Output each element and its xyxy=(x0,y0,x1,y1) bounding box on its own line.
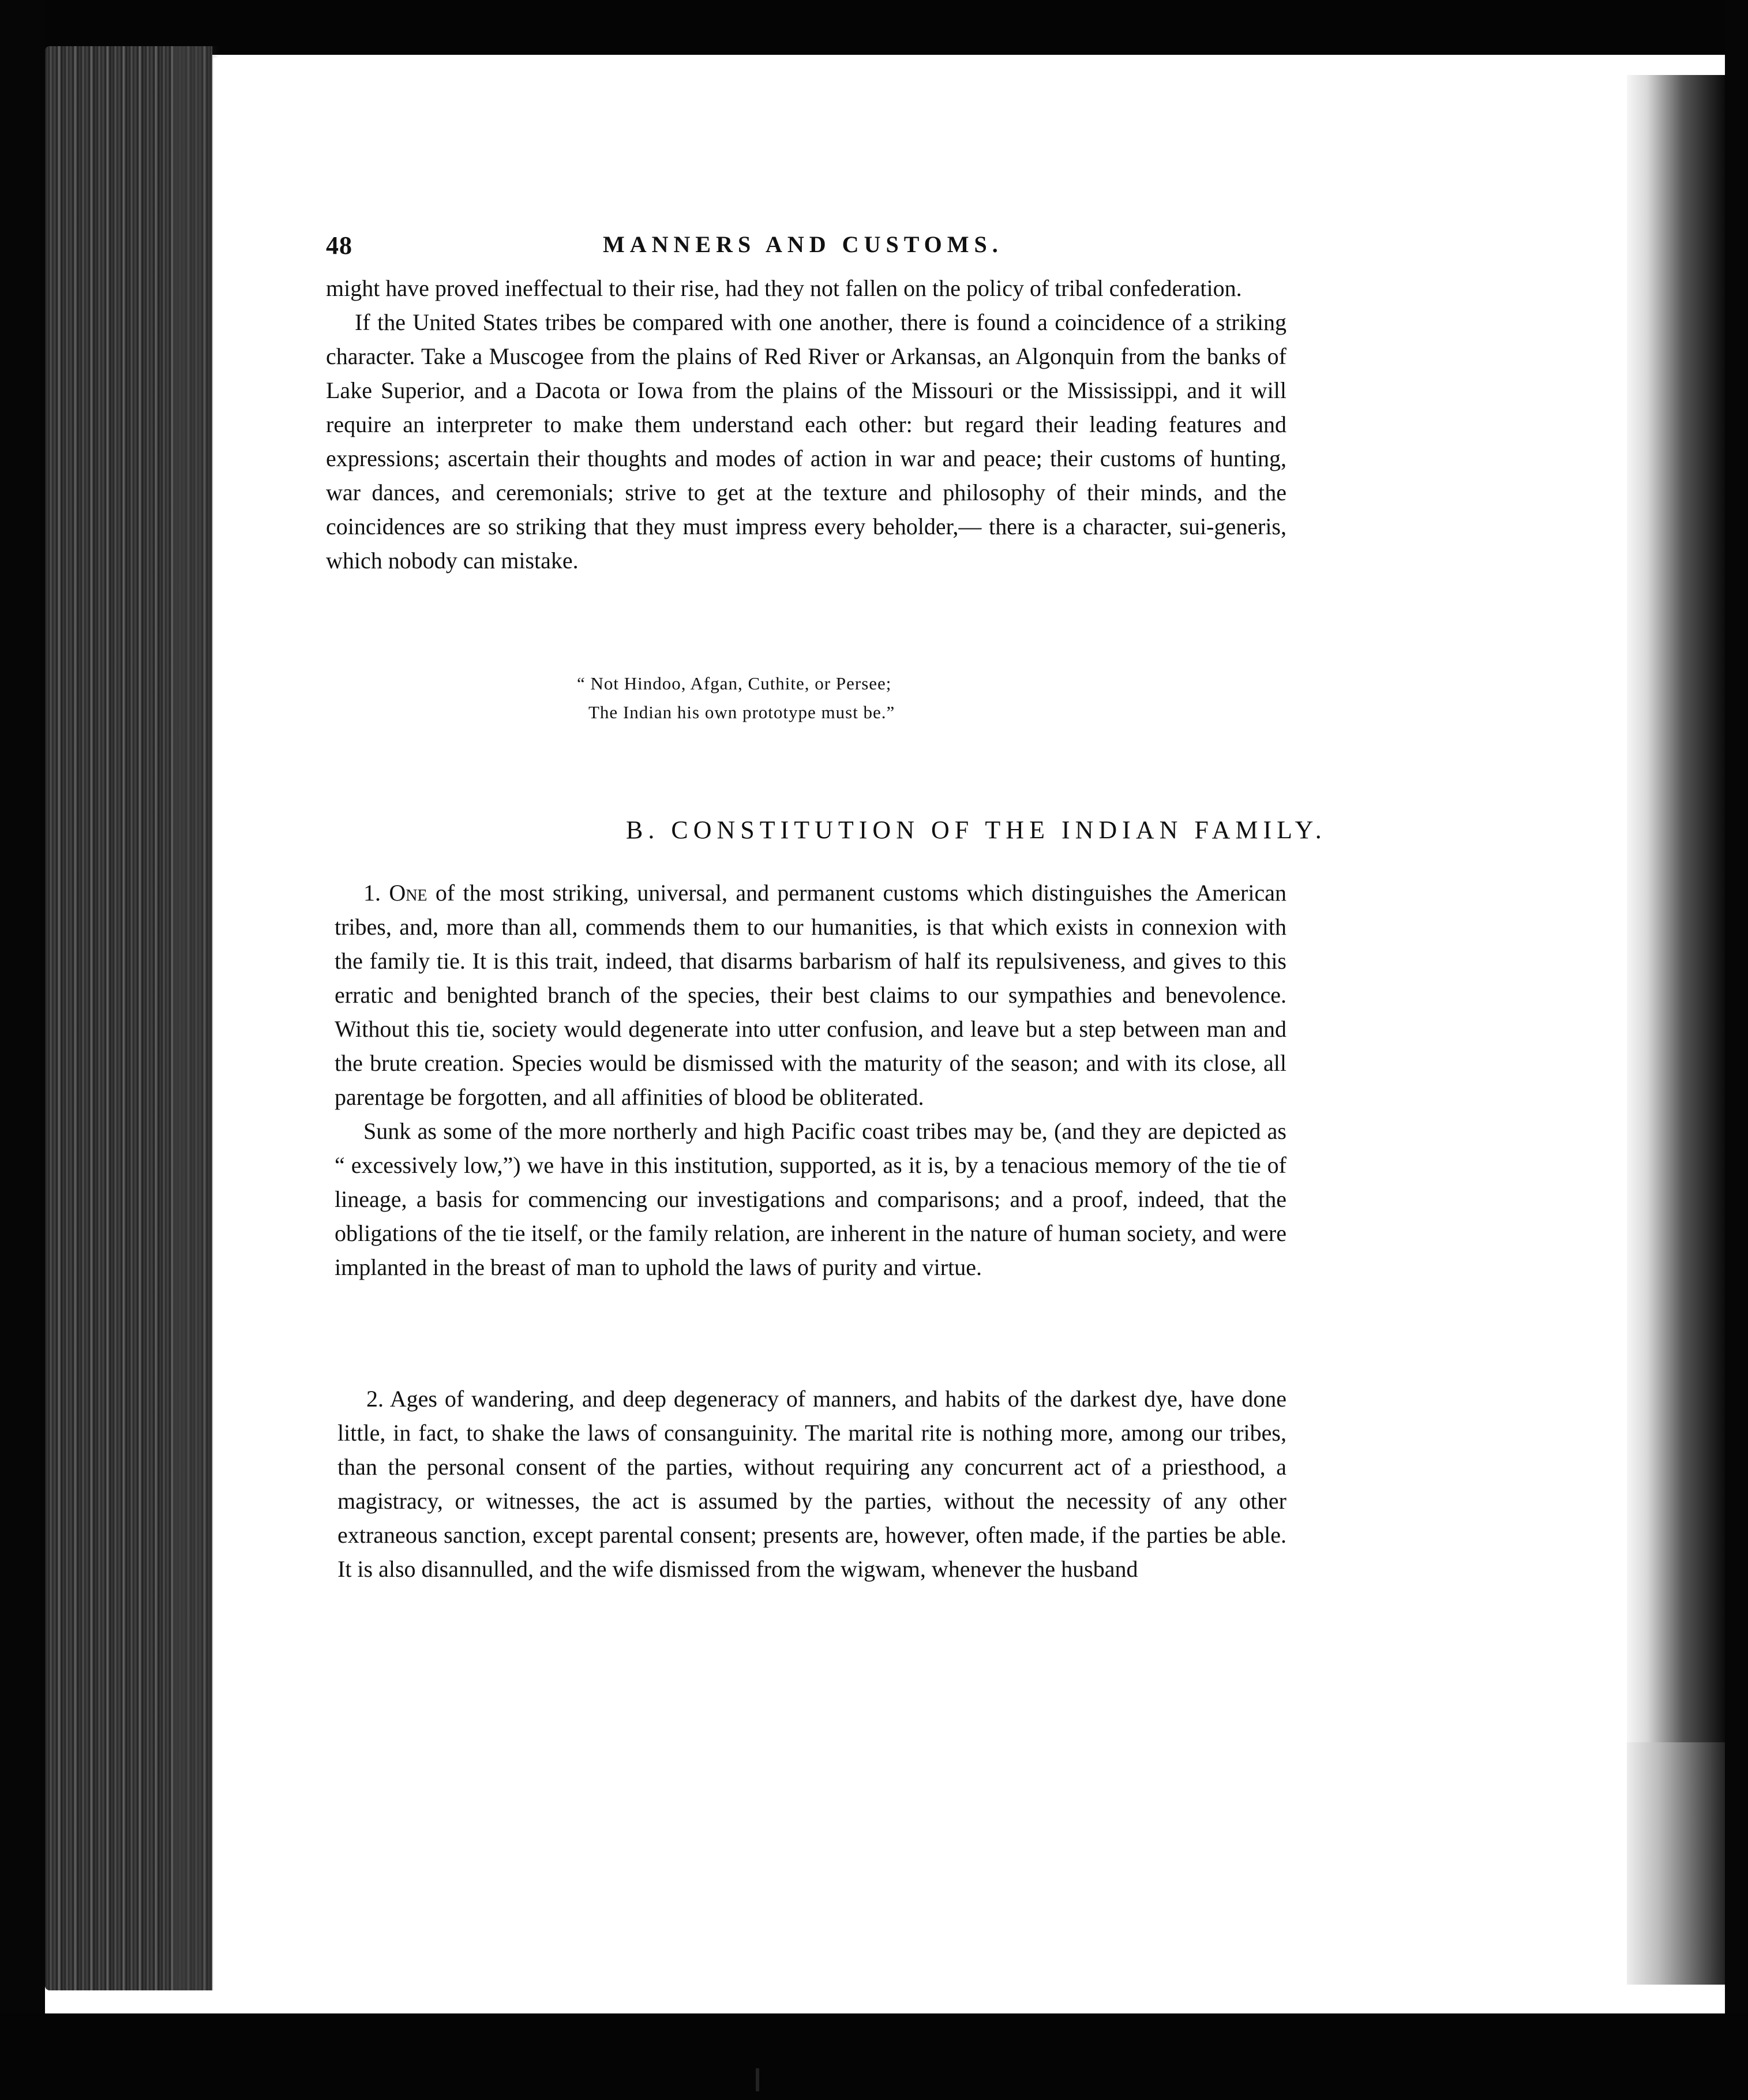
page-header xyxy=(326,231,1281,260)
scan-border-right xyxy=(1725,0,1748,2100)
scan-mark xyxy=(756,2068,759,2091)
scan-border-top xyxy=(0,0,1748,55)
quote-line-1: “ Not Hindoo, Afgan, Cuthite, or Persee; xyxy=(577,673,892,693)
page-edge-shadow xyxy=(173,46,219,1990)
scan-border-left xyxy=(0,0,45,2100)
binding-gutter-shadow-lower xyxy=(1615,1742,1725,1985)
paragraph-number: 1. xyxy=(363,880,389,906)
paragraph-consanguinity: 2. Ages of wandering, and deep degeneracy of manners, and habits of the darkest dye, have done little, in fact, to shake the laws of consanguinity. The marital rite is nothing more, among our tribes, than the personal consent of the parties, without requiring any concurrent act of a priesthood, a magistracy, or witnesses, the act is assumed by the parties, without the necessity of any other extraneous sanction, except parental consent; presents are, however, often made, if the parties be able. It is also disannulled, and the wife dismissed from the wigwam, whenever the husband xyxy=(337,1386,1286,1582)
paragraph-lead-word: One xyxy=(389,880,427,906)
paragraph-pacific-tribes: Sunk as some of the more northerly and high Pacific coast tribes may be, (and they are depicted as “ excessively low,”) we have in this institution, supported, as it is, by a tenacious memory of the tie of lineage, a basis for commencing our investigations and comparisons; and a proof, indeed, that the obligations of the tie itself, or the family relation, are inherent in the nature of human society, and were implanted in the breast of man to uphold the laws of purity and virtue. xyxy=(335,1118,1286,1280)
scan-border-bottom xyxy=(0,2013,1748,2100)
verse-quote xyxy=(577,669,1096,727)
text-block-opening xyxy=(326,271,1286,578)
section-heading: B. CONSTITUTION OF THE INDIAN FAMILY. xyxy=(626,816,1327,844)
page-number: 48 xyxy=(326,231,352,260)
paragraph-family-tie xyxy=(335,876,1286,1114)
paragraph-continuation: might have proved ineffectual to their rise, had they not fallen on the policy of tribal confederation. xyxy=(326,275,1242,301)
paragraph-tribes-comparison: If the United States tribes be compared with one another, there is found a coincidence of a striking character. Take a Muscogee from the plains of Red River or Arkansas, an Algonquin from the banks of Lake Superior, and a Dacota or Iowa from the plains of the Missouri or the Mississippi, and it will require an interpreter to make them understand each other: but regard their leading features and expressions; ascertain their thoughts and modes of action in war and peace; their customs of hunting, war dances, and ceremonials; strive to get at the texture and philosophy of their minds, and the coincidences are so striking that they must impress every beholder,— there is a character, sui-generis, which nobody can mistake. xyxy=(326,309,1286,573)
binding-gutter-shadow xyxy=(1621,75,1725,1979)
paragraph-body: of the most striking, universal, and permanent customs which distinguishes the American tribes, and, more than all, commends them to our humanities, is that which exists in connexion with the family tie. It is this trait, indeed, that disarms barbarism of half its repulsiveness, and gives to this erratic and benighted branch of the species, their best claims to our sympathies and benevolence. Without this tie, society would degenerate into utter confusion, and leave but a step between man and the brute creation. Species would be dismissed with the maturity of the season; and with its close, all parentage be forgotten, and all affinities of blood be obliterated. xyxy=(335,880,1286,1110)
text-block-section-2 xyxy=(337,1382,1286,1586)
text-block-section-b xyxy=(335,876,1286,1284)
quote-line-2: The Indian his own prototype must be.” xyxy=(588,702,895,722)
running-head: MANNERS AND CUSTOMS. xyxy=(603,231,1003,257)
